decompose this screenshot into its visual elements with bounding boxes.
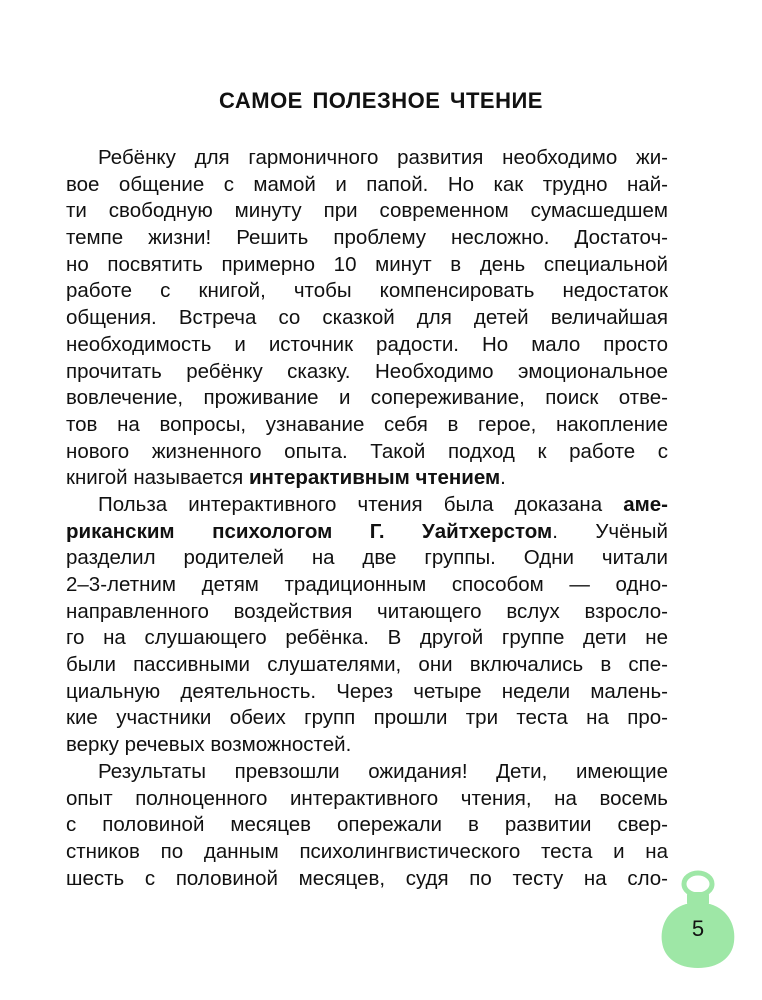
text-line <box>66 572 668 599</box>
text-line <box>66 359 668 386</box>
text-line <box>66 732 668 759</box>
text-segment: шесть с половиной месяцев, судя по тесту на сло- <box>66 866 668 890</box>
text-segment: работе с книгой, чтобы компенсировать недостаток <box>66 279 668 303</box>
text-segment: ти свободную минуту при современном сумасшедшем <box>66 199 668 223</box>
text-segment: книгой называется <box>66 466 249 490</box>
text-segment: Ребёнку для гармоничного развития необходимо жи- <box>98 146 668 169</box>
text-segment: верку речевых возможностей. <box>66 733 352 757</box>
text-line <box>66 759 668 786</box>
text-line <box>66 705 668 732</box>
text-line <box>66 545 668 572</box>
text-segment: но посвятить примерно 10 минут в день специальной <box>66 252 668 276</box>
text-segment: общения. Встреча со сказкой для детей величайшая <box>66 306 668 330</box>
text-segment: опыт полноценного интерактивного чтения, на восемь <box>66 786 668 810</box>
page-number: 5 <box>691 916 705 941</box>
text-line <box>66 439 668 466</box>
text-line <box>66 519 668 546</box>
text-line <box>66 252 668 279</box>
text-line <box>66 492 668 519</box>
text-line <box>66 679 668 706</box>
text-segment: вовлечение, проживание и сопереживание, поиск отве- <box>66 386 668 410</box>
text-line <box>66 172 668 199</box>
body-text <box>66 145 668 892</box>
text-line <box>66 786 668 813</box>
text-segment: го на слушающего ребёнка. В другой группе дети не <box>66 626 668 650</box>
text-segment: Польза интерактивного чтения была доказана <box>98 492 624 516</box>
text-line <box>66 385 668 412</box>
text-line <box>66 625 668 652</box>
text-line <box>66 225 668 252</box>
text-segment: направленного воздействия читающего вслух взросло- <box>66 599 668 623</box>
text-segment: темпе жизни! Решить проблему несложно. Достаточ- <box>66 226 668 250</box>
text-segment: Результаты превзошли ожидания! Дети, имеющие <box>98 759 668 783</box>
page-number-badge <box>656 870 740 970</box>
text-line <box>66 278 668 305</box>
text-line <box>66 866 668 893</box>
text-line <box>66 599 668 626</box>
page-title: САМОЕ ПОЛЕЗНОЕ ЧТЕНИЕ <box>219 88 543 113</box>
text-line <box>66 812 668 839</box>
bold-term: риканским психологом Г. Уайтхерстом <box>66 519 553 543</box>
text-segment: . <box>500 466 506 490</box>
text-segment: были пассивными слушателями, они включались в спе- <box>66 653 668 677</box>
text-line <box>66 652 668 679</box>
text-segment: . Учёный <box>552 519 668 543</box>
text-segment: необходимость и источник радости. Но мало просто <box>66 332 668 356</box>
bold-term: аме- <box>623 492 668 516</box>
text-segment: циальную деятельность. Через четыре недели малень- <box>66 679 668 703</box>
text-segment: 2–3-летним детям традиционным способом — одно- <box>66 573 668 596</box>
text-segment: кие участники обеих групп прошли три теста на про- <box>66 706 668 730</box>
text-segment: с половиной месяцев опережали в развитии свер- <box>66 813 668 837</box>
text-line <box>66 839 668 866</box>
bold-term: интерактивным чтением <box>248 466 501 490</box>
text-line <box>66 465 668 492</box>
text-line <box>66 198 668 225</box>
text-segment: прочитать ребёнку сказку. Необходимо эмоциональное <box>66 359 668 383</box>
text-line <box>66 145 668 172</box>
text-line <box>66 412 668 439</box>
text-segment: нового жизненного опыта. Такой подход к работе с <box>66 439 668 463</box>
text-segment: разделил родителей на две группы. Одни читали <box>66 546 668 570</box>
text-line <box>66 332 668 359</box>
text-segment: вое общение с мамой и папой. Но как трудно най- <box>66 172 668 196</box>
text-line <box>66 305 668 332</box>
text-segment: тов на вопросы, узнавание себя в герое, накопление <box>66 412 668 436</box>
text-segment: стников по данным психолингвистического теста и на <box>66 839 668 863</box>
